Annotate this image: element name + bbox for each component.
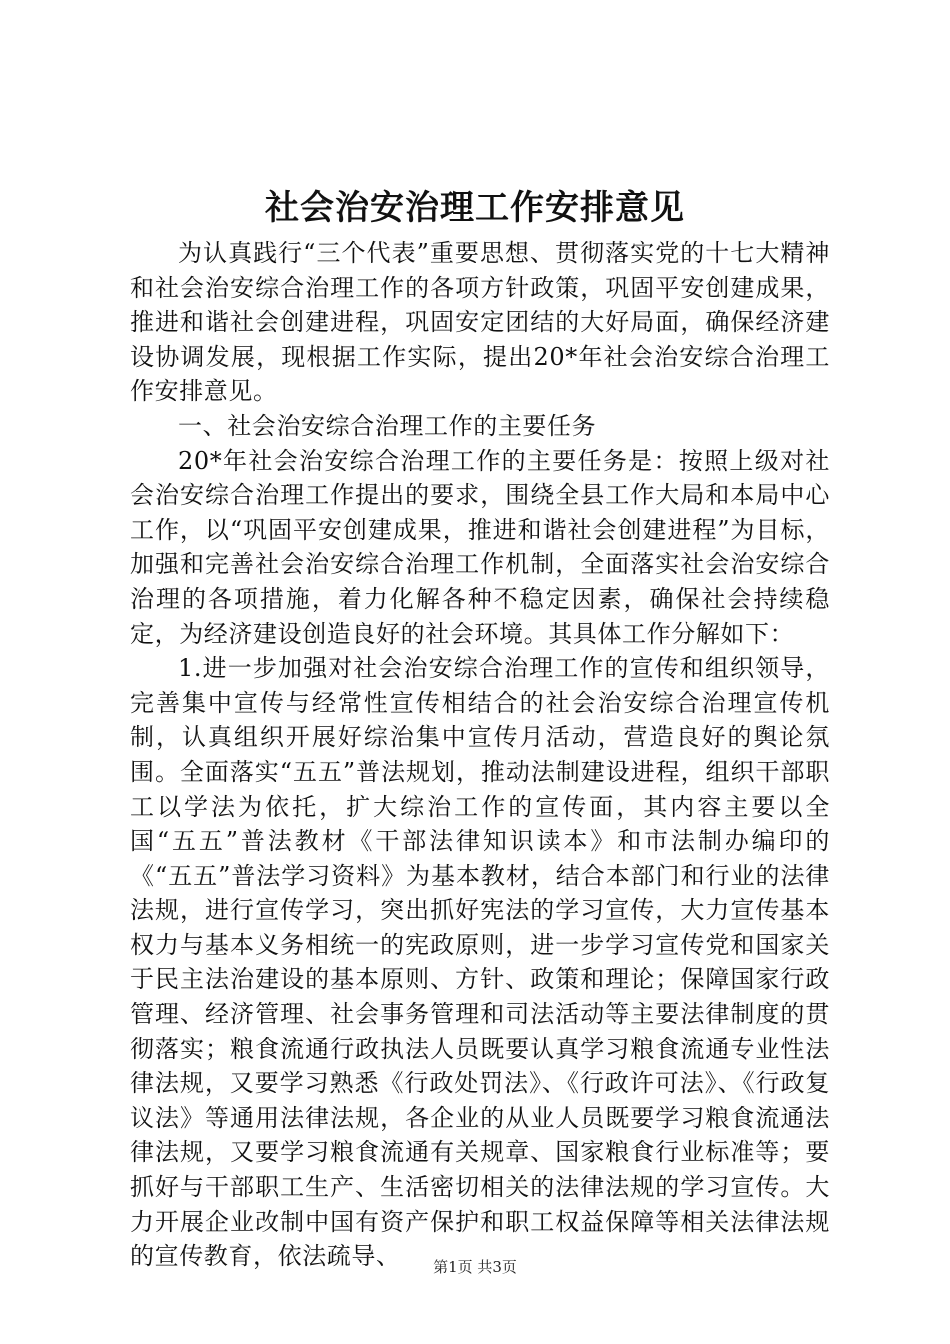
tasks-paragraph: 20*年社会治安综合治理工作的主要任务是：按照上级对社会治安综合治理工作提出的要求，围绕全县工作大局和本局中心工作，以“巩固平安创建成果，推进和谐社会创建进程”为目标，加强和完善社会治安综合治理工作机制，全面落实社会治安综合治理的各项措施，着力化解各种不稳定因素，确保社会持续稳定，为经济建设创造良好的社会环境。其具体工作分解如下： xyxy=(130,446,830,648)
document-body xyxy=(130,236,830,1274)
document-title: 社会治安治理工作安排意见 xyxy=(265,188,685,228)
item-1-paragraph: 1.进一步加强对社会治安综合治理工作的宣传和组织领导，完善集中宣传与经常性宣传相结合的社会治安综合治理宣传机制，认真组织开展好综治集中宣传月活动，营造良好的舆论氛围。全面落实“五五”普法规划，推动法制建设进程，组织干部职工以学法为依托，扩大综治工作的宣传面，其内容主要以全国“五五”普法教材《干部法律知识读本》和市法制办编印的《“五五”普法学习资料》为基本教材，结合本部门和行业的法律法规，进行宣传学习，突出抓好宪法的学习宣传，大力宣传基本权力与基本义务相统一的宪政原则，进一步学习宣传党和国家关于民主法治建设的基本原则、方针、政策和理论；保障国家行政管理、经济管理、社会事务管理和司法活动等主要法律制度的贯彻落实；粮食流通行政执法人员既要认真学习粮食流通专业性法律法规，又要学习熟悉《行政处罚法》、《行政许可法》、《行政复议法》等通用法律法规，各企业的从业人员既要学习粮食流通法律法规，又要学习粮食流通有关规章、国家粮食行业标准等；要抓好与干部职工生产、生活密切相关的法律法规的学习宣传。大力开展企业改制中国有资产保护和职工权益保障等相关法律法规的宣传教育，依法疏导、 xyxy=(130,654,830,1271)
intro-paragraph: 为认真践行“三个代表”重要思想、贯彻落实党的十七大精神和社会治安综合治理工作的各项方针政策，巩固平安创建成果，推进和谐社会创建进程，巩固安定团结的大好局面，确保经济建设协调发展，现根据工作实际，提出20*年社会治安综合治理工作安排意见。 xyxy=(130,239,830,406)
section-heading: 一、社会治安综合治理工作的主要任务 xyxy=(178,411,597,440)
page-number: 第1页 共3页 xyxy=(433,1258,517,1276)
